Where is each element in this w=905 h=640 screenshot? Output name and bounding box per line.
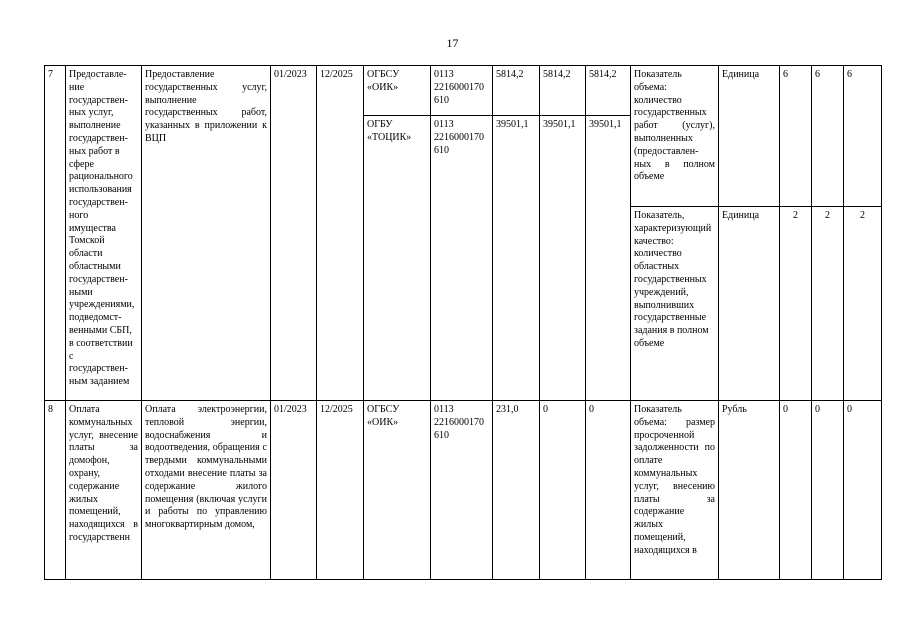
- funding-year-3: 0: [586, 401, 631, 580]
- indicator-year-3: 0: [844, 401, 882, 580]
- indicator-year-3: 6: [844, 66, 882, 207]
- end-period: 12/2025: [317, 401, 364, 580]
- executor-name: ОГБУ «ТОЦИК»: [364, 116, 431, 401]
- funding-year-2: 0: [540, 401, 586, 580]
- funding-year-3: 5814,2: [586, 66, 631, 116]
- table-row: [45, 401, 882, 580]
- funding-year-2: 5814,2: [540, 66, 586, 116]
- budget-code: 0113 2216000170 610: [431, 401, 493, 580]
- row-number: 8: [45, 401, 66, 580]
- indicator-year-2: 2: [812, 207, 844, 401]
- activity-description: Оплата электроэнергии, тепловой энергии, водоснабжения и водоотведения, обращения с твердыми коммунальными отходами внесение платы за содержание жилого помещения (включая услуги и работы по управлению многоквартирным домом,: [142, 401, 271, 580]
- end-period: 12/2025: [317, 66, 364, 401]
- indicator-year-2: 6: [812, 66, 844, 207]
- funding-year-1: 5814,2: [493, 66, 540, 116]
- activity-name: Оплата коммунальных услуг, внесение платы за домофон, охрану, содержание жилых помещений, находящихся в государственн: [66, 401, 142, 580]
- indicator-text: Показатель, характеризующий качество: количество областных государственных учреждений, выполнивших государственные задания в полном объеме: [631, 207, 719, 401]
- funding-year-2: 39501,1: [540, 116, 586, 401]
- budget-code: 0113 2216000170 610: [431, 66, 493, 116]
- page-number: 17: [446, 36, 459, 50]
- budget-code: 0113 2216000170 610: [431, 116, 493, 401]
- funding-year-1: 231,0: [493, 401, 540, 580]
- table-row: [45, 66, 882, 116]
- indicator-unit: Единица: [719, 66, 780, 207]
- indicator-unit: Единица: [719, 207, 780, 401]
- activity-name: Предоставле- ние государствен- ных услуг, выполнение государствен- ных работ в сфере рационального использования государствен- ного имущества Томской области областными государствен- ными учреждениями, подведомст- венными СБП, в соответствии с государствен- ным заданием: [66, 66, 142, 401]
- indicator-year-1: 0: [780, 401, 812, 580]
- indicator-year-3: 2: [844, 207, 882, 401]
- indicator-year-1: 6: [780, 66, 812, 207]
- row-number: 7: [45, 66, 66, 401]
- start-period: 01/2023: [271, 66, 317, 401]
- executor-name: ОГБСУ «ОИК»: [364, 66, 431, 116]
- indicator-year-1: 2: [780, 207, 812, 401]
- program-activities-table: [44, 65, 882, 580]
- indicator-text: Показатель объема: количество государственных работ (услуг), выполненных (предоставлен-ных в полном объеме: [631, 66, 719, 207]
- indicator-text: Показатель объема: размер просроченной задолженности по оплате коммунальных услуг, внесению платы за содержание жилых помещений, находящихся в: [631, 401, 719, 580]
- indicator-year-2: 0: [812, 401, 844, 580]
- executor-name: ОГБСУ «ОИК»: [364, 401, 431, 580]
- start-period: 01/2023: [271, 401, 317, 580]
- activity-description: Предоставление государственных услуг, выполнение государственных работ, указанных в приложении к ВЦП: [142, 66, 271, 401]
- indicator-unit: Рубль: [719, 401, 780, 580]
- funding-year-3: 39501,1: [586, 116, 631, 401]
- funding-year-1: 39501,1: [493, 116, 540, 401]
